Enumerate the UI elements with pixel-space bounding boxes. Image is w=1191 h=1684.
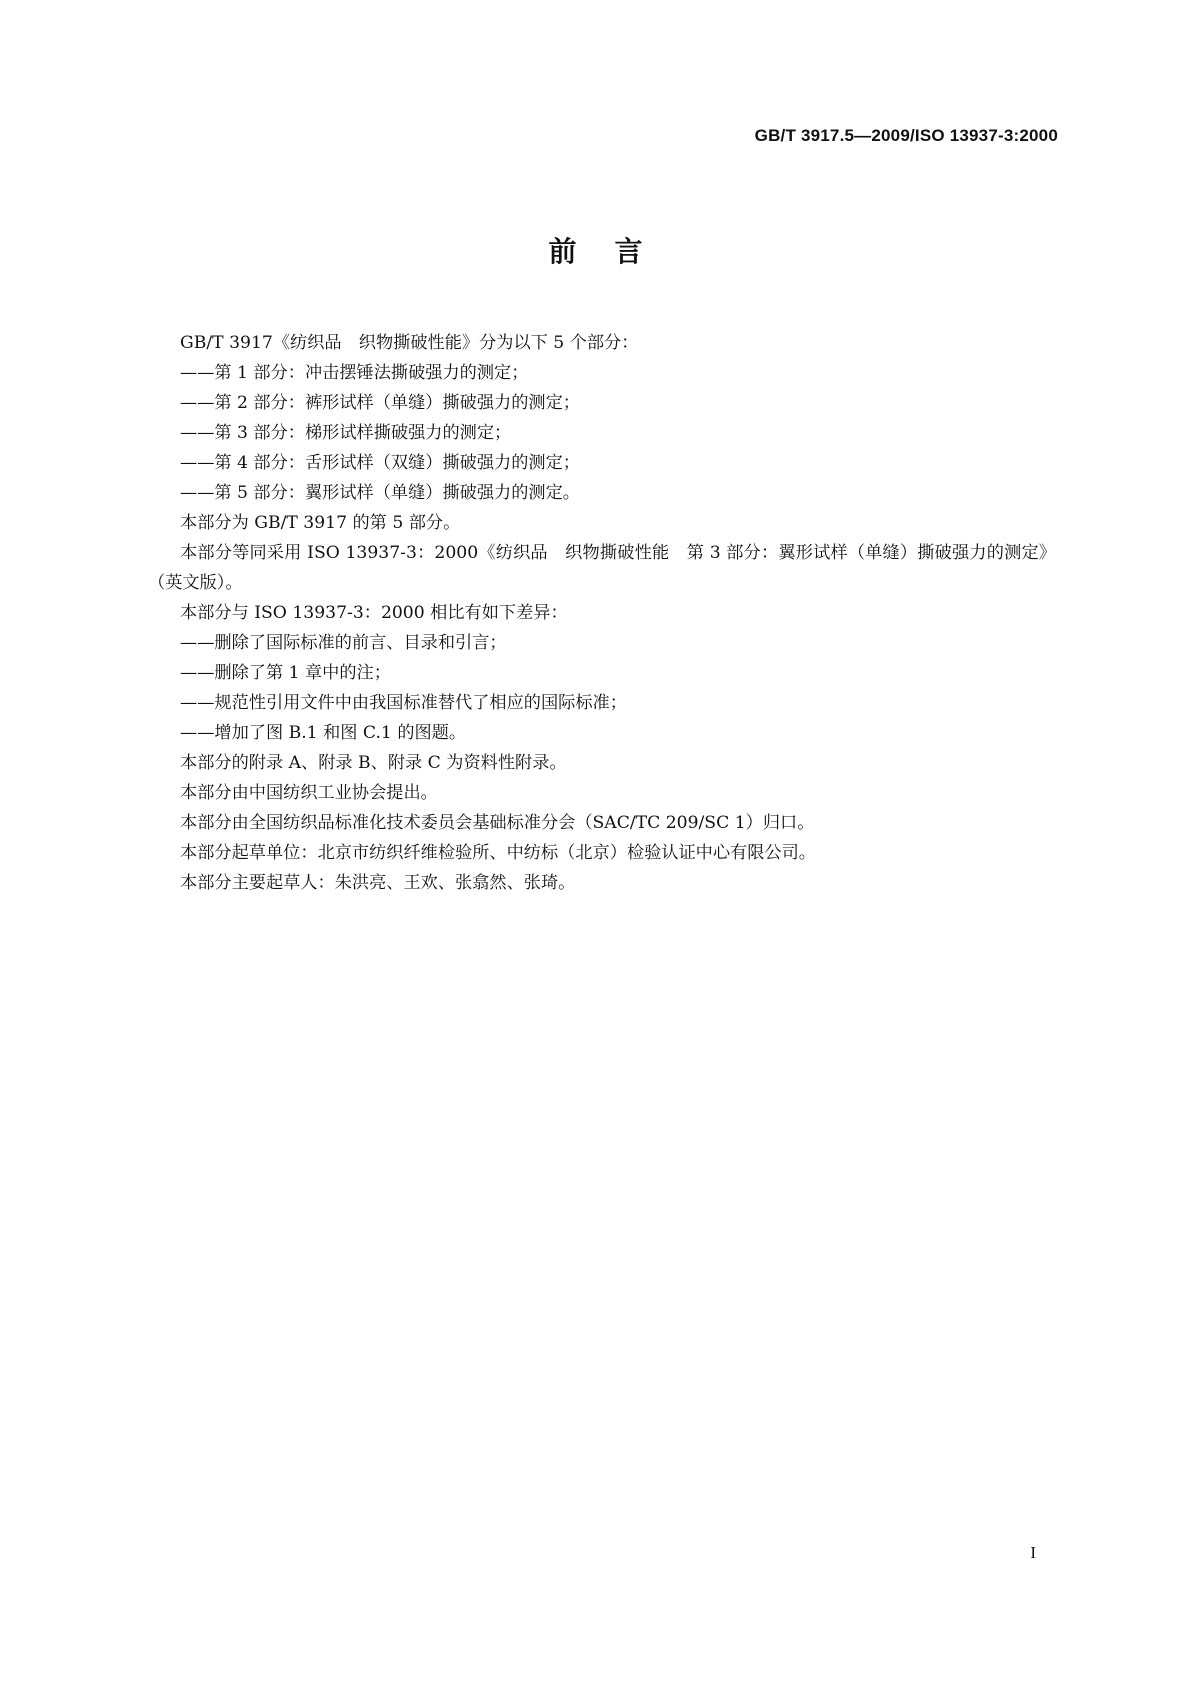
paragraph: 本部分的附录 A、附录 B、附录 C 为资料性附录。 [180, 753, 567, 773]
list-item: ——增加了图 B.1 和图 C.1 的图题。 [180, 723, 467, 743]
paragraph: 本部分主要起草人：朱洪亮、王欢、张翕然、张琦。 [180, 873, 576, 893]
list-item: ——第 4 部分：舌形试样（双缝）撕破强力的测定； [180, 453, 580, 473]
list-item: ——删除了第 1 章中的注； [180, 663, 391, 683]
list-item: ——第 2 部分：裤形试样（单缝）撕破强力的测定； [180, 393, 580, 413]
paragraph: 本部分由全国纺织品标准化技术委员会基础标准分会（SAC/TC 209/SC 1）归口。 [180, 813, 815, 833]
list-item: ——规范性引用文件中由我国标准替代了相应的国际标准； [180, 693, 627, 713]
list-item: ——第 3 部分：梯形试样撕破强力的测定； [180, 423, 512, 443]
foreword-body [148, 328, 1056, 898]
paragraph: 本部分为 GB/T 3917 的第 5 部分。 [180, 513, 461, 533]
list-item: ——第 5 部分：翼形试样（单缝）撕破强力的测定。 [180, 483, 580, 503]
paragraph: 本部分由中国纺织工业协会提出。 [180, 783, 438, 803]
list-item: ——第 1 部分：冲击摆锤法撕破强力的测定； [180, 363, 529, 383]
list-item: ——删除了国际标准的前言、目录和引言； [180, 633, 507, 653]
paragraph: 本部分起草单位：北京市纺织纤维检验所、中纺标（北京）检验认证中心有限公司。 [180, 843, 816, 863]
paragraph: 本部分与 ISO 13937-3：2000 相比有如下差异： [180, 603, 568, 623]
paragraph: GB/T 3917《纺织品 织物撕破性能》分为以下 5 个部分： [180, 333, 639, 353]
document-code: GB/T 3917.5—2009/ISO 13937-3:2000 [754, 126, 1058, 145]
page-number: I [1030, 1543, 1036, 1562]
paragraph: 本部分等同采用 ISO 13937-3：2000《纺织品 织物撕破性能 第 3 部分：翼形试样（单缝）撕破强力的测定》（英文版）。 [148, 543, 1056, 593]
page-title: 前言 [548, 235, 681, 268]
